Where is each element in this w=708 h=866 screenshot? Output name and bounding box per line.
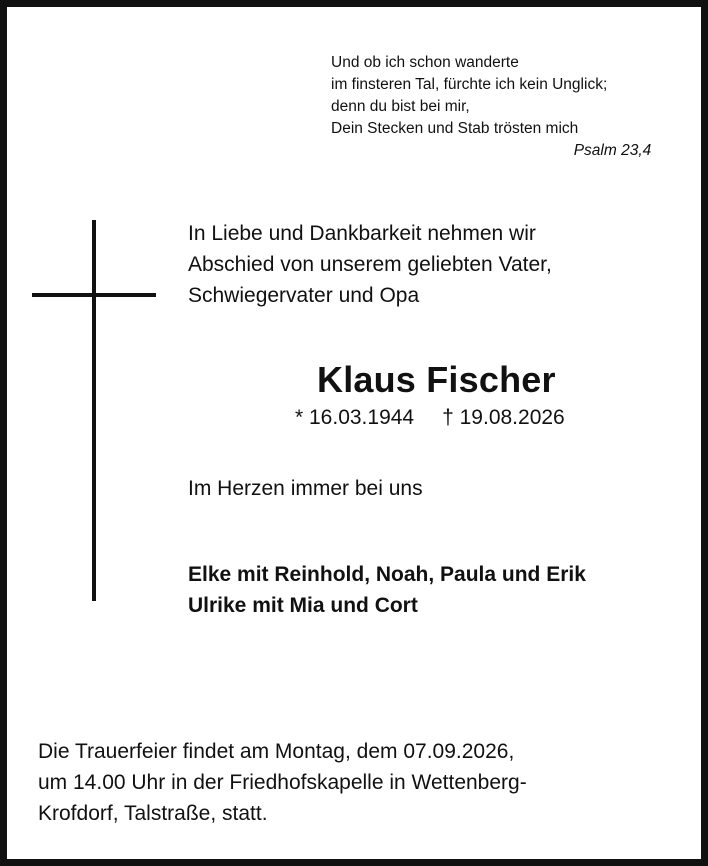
psalm-line: Und ob ich schon wanderte [331,54,519,71]
psalm-reference: Psalm 23,4 [573,142,652,159]
intro-text [188,218,552,311]
obituary-notice [7,7,701,859]
mourner-line: Elke mit Reinhold, Noah, Paula und Erik [188,563,586,586]
intro-line: Abschied von unserem geliebten Vater, [188,253,552,276]
memorial-motto: Im Herzen immer bei uns [188,477,423,500]
psalm-line: im finsteren Tal, fürchte ich kein Unglick; [331,76,608,93]
service-line: um 14.00 Uhr in der Friedhofskapelle in Wettenberg- [38,771,527,794]
life-dates [295,406,565,430]
service-line: Krofdorf, Talstraße, statt. [38,802,268,825]
psalm-line: Dein Stecken und Stab trösten mich [331,120,579,137]
funeral-service-info [38,736,527,829]
mourner-line: Ulrike mit Mia und Cort [188,594,418,617]
intro-line: In Liebe und Dankbarkeit nehmen wir [188,222,536,245]
cross-icon-vertical-beam [92,220,96,601]
psalm-line: denn du bist bei mir, [331,98,470,115]
cross-icon-horizontal-beam [32,293,156,297]
death-date: † 19.08.2026 [442,406,565,429]
service-line: Die Trauerfeier findet am Montag, dem 07.09.2026, [38,740,515,763]
deceased-name: Klaus Fischer [317,359,556,400]
birth-date: * 16.03.1944 [295,406,415,429]
intro-line: Schwiegervater und Opa [188,284,420,307]
psalm-quote [331,52,652,159]
mourners-list [188,559,586,621]
